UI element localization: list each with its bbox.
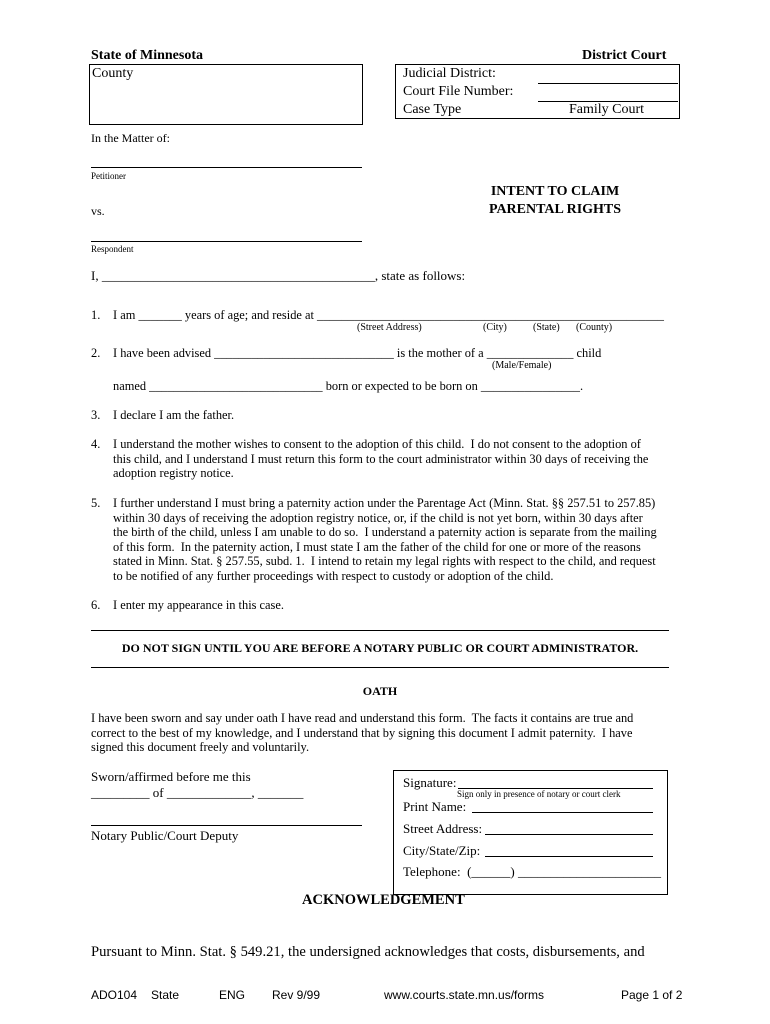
court-file-number-label: Court File Number: xyxy=(403,84,514,99)
case-type-label: Case Type xyxy=(403,102,462,117)
document-title-line2: PARENTAL RIGHTS xyxy=(488,202,622,217)
petitioner-label: Petitioner xyxy=(91,171,126,181)
vs-label: vs. xyxy=(91,204,105,218)
document-title-line1: INTENT TO CLAIM xyxy=(490,184,620,199)
item-2-number: 2. xyxy=(91,346,101,360)
item-4-number: 4. xyxy=(91,437,101,451)
acknowledgement-title: ACKNOWLEDGEMENT xyxy=(302,892,465,908)
notary-signature-field[interactable] xyxy=(91,825,362,826)
item-4-line: adoption registry notice. xyxy=(113,466,234,481)
item-4-line: this child, and I understand I must return this form to the court administrator within 30 days of receiving the xyxy=(113,451,649,466)
city-state-zip-field[interactable] xyxy=(485,856,653,857)
case-type-value: Family Court xyxy=(569,102,645,117)
item-5-line: to be notified of any further proceedings with respect to custody or adoption of the child. xyxy=(113,568,554,583)
telephone-field[interactable]: Telephone: (______) ______________________ xyxy=(403,864,661,879)
respondent-field[interactable] xyxy=(91,241,362,242)
in-the-matter-label: In the Matter of: xyxy=(91,131,170,145)
sign-note: Sign only in presence of notary or court clerk xyxy=(457,789,621,799)
item-3-number: 3. xyxy=(91,408,101,422)
street-address-field-label: Street Address: xyxy=(403,821,483,836)
footer-form-number: ADO104 xyxy=(91,988,138,1002)
item-2-named-text[interactable]: named ____________________________ born or expected to be born on ________________. xyxy=(113,379,584,393)
item-5-line: stated in Minn. Stat. § 257.55, subd. 1. I intend to retain my legal rights with respect to the child, and request xyxy=(113,554,656,569)
oath-text xyxy=(91,711,671,755)
print-name-label: Print Name: xyxy=(403,799,467,814)
court-heading: District Court xyxy=(582,48,667,63)
warning-top-rule xyxy=(91,630,669,631)
footer-page-number: Page 1 of 2 xyxy=(621,988,683,1002)
item-6-text: I enter my appearance in this case. xyxy=(113,598,284,612)
item-5-text xyxy=(113,496,673,584)
footer-state: State xyxy=(151,988,180,1002)
item-3-text: I declare I am the father. xyxy=(113,408,235,422)
notary-date-field[interactable]: _________ of _____________, _______ xyxy=(91,785,304,800)
acknowledgement-text: Pursuant to Minn. Stat. § 549.21, the undersigned acknowledges that costs, disbursements, and xyxy=(91,944,645,960)
judicial-district-label: Judicial District: xyxy=(403,66,496,81)
item-1-text[interactable]: I am _______ years of age; and reside at ________________________________________________________ xyxy=(113,308,664,322)
county-sub-label: (County) xyxy=(576,322,613,333)
print-name-field[interactable] xyxy=(472,812,653,813)
intro-prefix: I, xyxy=(91,268,102,283)
footer-url[interactable]: www.courts.state.mn.us/forms xyxy=(384,988,545,1002)
declarant-name-field[interactable]: __________________________________________ xyxy=(101,268,375,283)
footer-revision: Rev 9/99 xyxy=(272,988,321,1002)
item-5-line: the birth of the child, unless I am unable to do so. I understand a paternity action is separate from the mailing xyxy=(113,525,657,540)
state-label: (State) xyxy=(533,322,560,333)
street-address-label: (Street Address) xyxy=(357,322,422,333)
item-5-number: 5. xyxy=(91,496,101,510)
item-2-text[interactable]: I have been advised _____________________________ is the mother of a ______________ child xyxy=(113,346,602,360)
signature-box xyxy=(393,770,668,895)
city-label: (City) xyxy=(483,322,507,333)
notary-label: Notary Public/Court Deputy xyxy=(91,828,239,843)
item-4-line: I understand the mother wishes to consent to the adoption of this child. I do not consent to the adoption of xyxy=(113,437,641,451)
male-female-label: (Male/Female) xyxy=(492,360,552,371)
footer-language: ENG xyxy=(219,988,246,1002)
oath-line: correct to the best of my knowledge, and I understand that by signing this document I admit paternity. I have xyxy=(91,725,633,740)
intro-statement xyxy=(91,268,465,284)
item-1-number: 1. xyxy=(91,308,101,322)
city-state-zip-label: City/State/Zip: xyxy=(403,843,481,858)
item-6-number: 6. xyxy=(91,598,101,612)
notary-warning: DO NOT SIGN UNTIL YOU ARE BEFORE A NOTARY PUBLIC OR COURT ADMINISTRATOR. xyxy=(121,641,639,655)
street-address-field[interactable] xyxy=(485,834,653,835)
petitioner-field[interactable] xyxy=(91,167,362,168)
county-label: County xyxy=(92,66,134,81)
oath-line: signed this document freely and voluntarily. xyxy=(91,740,310,755)
item-5-line: of this form. In the paternity action, I must state I am the father of the child for one or more of the reasons xyxy=(113,539,641,554)
respondent-label: Respondent xyxy=(91,244,134,254)
case-info-box xyxy=(395,64,680,119)
oath-title: OATH xyxy=(362,684,398,698)
item-4-text xyxy=(113,437,673,481)
county-box xyxy=(89,64,363,125)
oath-line: I have been sworn and say under oath I have read and understand this form. The facts it contains are true and xyxy=(91,711,634,725)
state-heading: State of Minnesota xyxy=(91,48,203,63)
intro-suffix: , state as follows: xyxy=(374,268,466,283)
item-5-line: within 30 days of receiving the adoption registry notice, or, if the child is not yet born, within 30 days after xyxy=(113,510,643,525)
judicial-district-field[interactable] xyxy=(538,83,678,84)
sworn-before-me: Sworn/affirmed before me this xyxy=(91,769,251,784)
item-5-line: I further understand I must bring a paternity action under the Parentage Act (Minn. Stat. §§ 257.51 to 257.85) xyxy=(113,496,656,510)
warning-bottom-rule xyxy=(91,667,669,668)
signature-label: Signature: xyxy=(403,775,457,790)
